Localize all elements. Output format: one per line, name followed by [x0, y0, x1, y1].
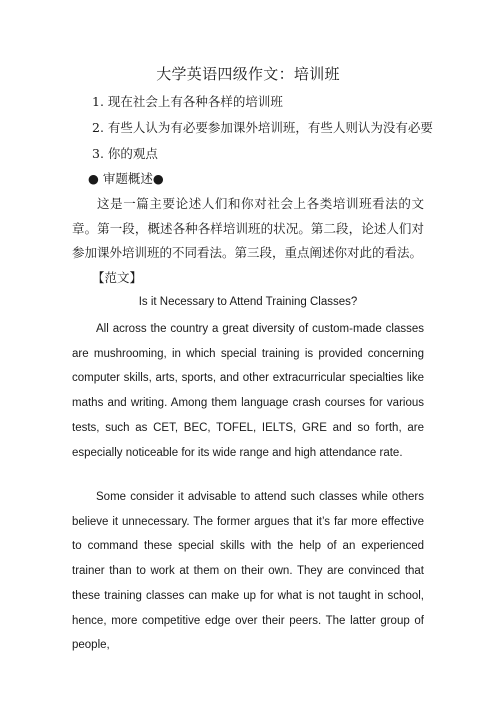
essay-title: Is it Necessary to Attend Training Classes?: [138, 296, 358, 308]
list-item-2: 2. 有些人认为有必要参加课外培训班，有些人则认为没有必要: [92, 120, 433, 135]
section-heading: ● 审题概述●: [88, 171, 164, 186]
document-title: 大学英语四级作文：培训班: [156, 65, 340, 83]
sample-label: 【范文】: [92, 270, 143, 285]
list-item-3: 3. 你的观点: [92, 146, 158, 161]
essay-paragraph-1: All across the country a great diversity of custom-made classes are mushrooming, in which special training is provided concerning computer skills, arts, sports, and other extracurricular specialties like maths and writing. Among them language crash courses for various tests, such as CET, BEC, TOFEL, IELTS, GRE and so forth, are especially noticeable for its wide range and high attendance rate.: [72, 323, 424, 459]
essay-paragraph-2: Some consider it advisable to attend such classes while others believe it unnecessary. The former argues that it’s far more effective to command these special skills with the help of an experienced trainer than to work at them on their own. They are convinced that these training classes can make up for what is not taught in school, hence, more competitive edge over their peers. The latter group of people,: [72, 491, 424, 652]
list-item-1: 1. 现在社会上有各种各样的培训班: [92, 94, 283, 109]
overview-paragraph: 这是一篇主要论述人们和你对社会上各类培训班看法的文章。第一段，概述各种各样培训班的状况。第二段，论述人们对参加课外培训班的不同看法。第三段，重点阐述你对此的看法。: [72, 196, 424, 260]
